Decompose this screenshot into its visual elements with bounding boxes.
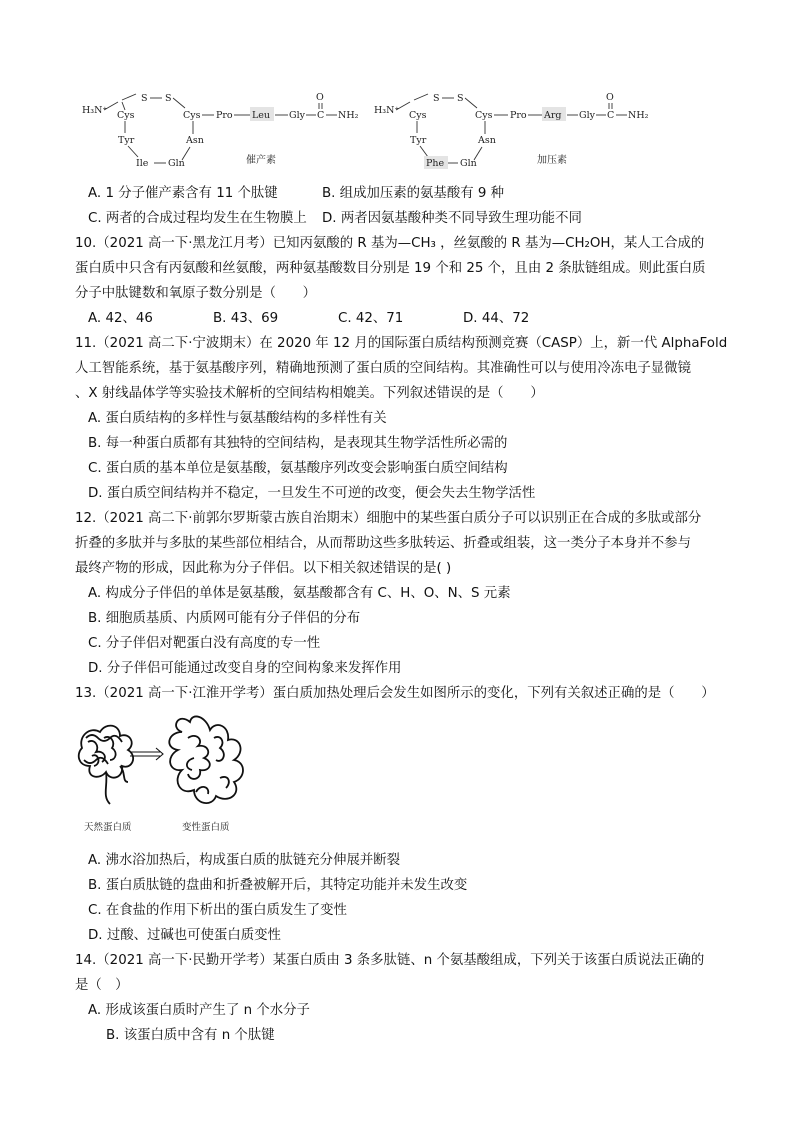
q13-option-a: A. 沸水浴加热后，构成蛋白质的肽链充分伸展并断裂 xyxy=(88,853,401,868)
q9-option-b: B. 组成加压素的氨基酸有 9 种 xyxy=(322,186,505,201)
q11-option-b: B. 每一种蛋白质都有其独特的空间结构，是表现其生物学活性所必需的 xyxy=(88,436,508,451)
native-protein-illustration xyxy=(79,726,133,804)
protein-denaturation-figure xyxy=(70,708,250,838)
q14-stem-line2: 是（ ） xyxy=(75,978,129,993)
oxytocin-cys-left: Cys xyxy=(117,110,135,121)
oxytocin-pro: Pro xyxy=(216,110,233,121)
q12-option-c: C. 分子伴侣对靶蛋白没有高度的专一性 xyxy=(88,636,321,651)
q14-option-b: B. 该蛋白质中含有 n 个肽键 xyxy=(106,1028,275,1043)
vasopressin-o: O xyxy=(606,92,614,103)
q10-stem-line2: 蛋白质中只含有丙氨酸和丝氨酸，两种氨基酸数目分别是 19 个和 25 个，且由 2 条肽链组成。则此蛋白质 xyxy=(75,261,706,276)
q9-option-a: A. 1 分子催产素含有 11 个肽键 xyxy=(88,186,278,201)
vasopressin-gln: Gln xyxy=(460,158,477,169)
vasopressin-cys-right: Cys xyxy=(475,110,493,121)
q13-stem-line1: 13.（2021 高一下·江淮开学考）蛋白质加热处理后会发生如图所示的变化，下列有关叙述正确的是（ ） xyxy=(75,686,715,701)
q11-option-a: A. 蛋白质结构的多样性与氨基酸结构的多样性有关 xyxy=(88,411,387,426)
q13-option-c: C. 在食盐的作用下析出的蛋白质发生了变性 xyxy=(88,903,347,918)
q10-option-d: D. 44、72 xyxy=(463,311,530,326)
vasopressin-s-left: S xyxy=(433,93,440,104)
q12-option-b: B. 细胞质基质、内质网可能有分子伴侣的分布 xyxy=(88,611,361,626)
vasopressin-s-right: S xyxy=(457,93,464,104)
q11-stem-line1: 11.（2021 高二下·宁波期末）在 2020 年 12 月的国际蛋白质结构预测竞赛（CASP）上，新一代 AlphaFold xyxy=(75,336,728,351)
oxytocin-label: 催产素 xyxy=(246,155,276,166)
oxytocin-h3n: H₃N⁺ xyxy=(82,105,108,116)
peptide-structures-figure xyxy=(0,0,794,180)
q13-option-b: B. 蛋白质肽链的盘曲和折叠被解开后，其特定功能并未发生改变 xyxy=(88,878,468,893)
q11-stem-line3: 、X 射线晶体学等实验技术解析的空间结构相媲美。下列叙述错误的是（ ） xyxy=(75,386,544,401)
arrow-icon xyxy=(130,748,163,760)
vasopressin-arg: Arg xyxy=(544,110,562,121)
oxytocin-structure xyxy=(82,92,359,169)
oxytocin-tyr: Tyr xyxy=(118,135,135,146)
oxytocin-o: O xyxy=(316,92,324,103)
q12-stem-line1: 12.（2021 高二下·前郭尔罗斯蒙古族自治期末）细胞中的某些蛋白质分子可以识别正在合成的多肽或部分 xyxy=(75,511,702,526)
vasopressin-label: 加压素 xyxy=(537,155,567,166)
q12-stem-line2: 折叠的多肽并与多肽的某些部位相结合，从而帮助这些多肽转运、折叠或组装，这一类分子本身并不参与 xyxy=(75,536,691,551)
oxytocin-cys-right: Cys xyxy=(183,110,201,121)
oxytocin-c: C xyxy=(317,110,325,121)
oxytocin-s-right: S xyxy=(165,93,172,104)
oxytocin-gly: Gly xyxy=(289,110,305,121)
vasopressin-nh2: NH₂ xyxy=(628,110,649,121)
q10-stem-line1: 10.（2021 高一下·黑龙江月考）已知丙氨酸的 R 基为—CH₃ ，丝氨酸的 R 基为—CH₂OH，某人工合成的 xyxy=(75,236,705,251)
q11-option-c: C. 蛋白质的基本单位是氨基酸，氨基酸序列改变会影响蛋白质空间结构 xyxy=(88,461,508,476)
q10-stem-line3: 分子中肽键数和氧原子数分别是（ ） xyxy=(75,286,317,301)
vasopressin-tyr: Tyr xyxy=(410,135,427,146)
native-protein-caption: 天然蛋白质 xyxy=(84,822,132,833)
vasopressin-pro: Pro xyxy=(510,110,527,121)
vasopressin-h3n: H₃N⁺ xyxy=(374,105,400,116)
oxytocin-ile: Ile xyxy=(136,158,149,169)
q10-option-a: A. 42、46 xyxy=(88,311,153,326)
oxytocin-s-left: S xyxy=(141,93,148,104)
q11-stem-line2: 人工智能系统，基于氨基酸序列，精确地预测了蛋白质的空间结构。其准确性可以与使用冷冻电子显微镜 xyxy=(75,361,691,376)
oxytocin-asn: Asn xyxy=(186,135,204,146)
q12-option-a: A. 构成分子伴侣的单体是氨基酸，氨基酸都含有 C、H、O、N、S 元素 xyxy=(88,586,511,601)
oxytocin-nh2: NH₂ xyxy=(338,110,359,121)
q12-stem-line3: 最终产物的形成，因此称为分子伴侣。以下相关叙述错误的是( ) xyxy=(75,561,452,576)
q9-option-d: D. 两者因氨基酸种类不同导致生理功能不同 xyxy=(322,211,582,226)
vasopressin-c: C xyxy=(607,110,615,121)
q12-option-d: D. 分子伴侣可能通过改变自身的空间构象来发挥作用 xyxy=(88,661,402,676)
q13-option-d: D. 过酸、过碱也可使蛋白质变性 xyxy=(88,928,281,943)
vasopressin-asn: Asn xyxy=(478,135,496,146)
vasopressin-cys-left: Cys xyxy=(409,110,427,121)
vasopressin-gly: Gly xyxy=(579,110,595,121)
q10-option-b: B. 43、69 xyxy=(213,311,279,326)
denatured-protein-illustration xyxy=(169,716,243,803)
q11-option-d: D. 蛋白质空间结构并不稳定，一旦发生不可逆的改变，便会失去生物学活性 xyxy=(88,486,536,501)
vasopressin-phe: Phe xyxy=(426,158,445,169)
oxytocin-gln: Gln xyxy=(168,158,185,169)
denatured-protein-caption: 变性蛋白质 xyxy=(182,822,230,833)
vasopressin-structure xyxy=(374,92,649,169)
q9-option-c: C. 两者的合成过程均发生在生物膜上 xyxy=(88,211,307,226)
oxytocin-leu: Leu xyxy=(252,110,271,121)
q14-stem-line1: 14.（2021 高一下·民勤开学考）某蛋白质由 3 条多肽链、n 个氨基酸组成，下列关于该蛋白质说法正确的 xyxy=(75,953,705,968)
q10-option-c: C. 42、71 xyxy=(338,311,404,326)
q14-option-a: A. 形成该蛋白质时产生了 n 个水分子 xyxy=(88,1003,310,1018)
